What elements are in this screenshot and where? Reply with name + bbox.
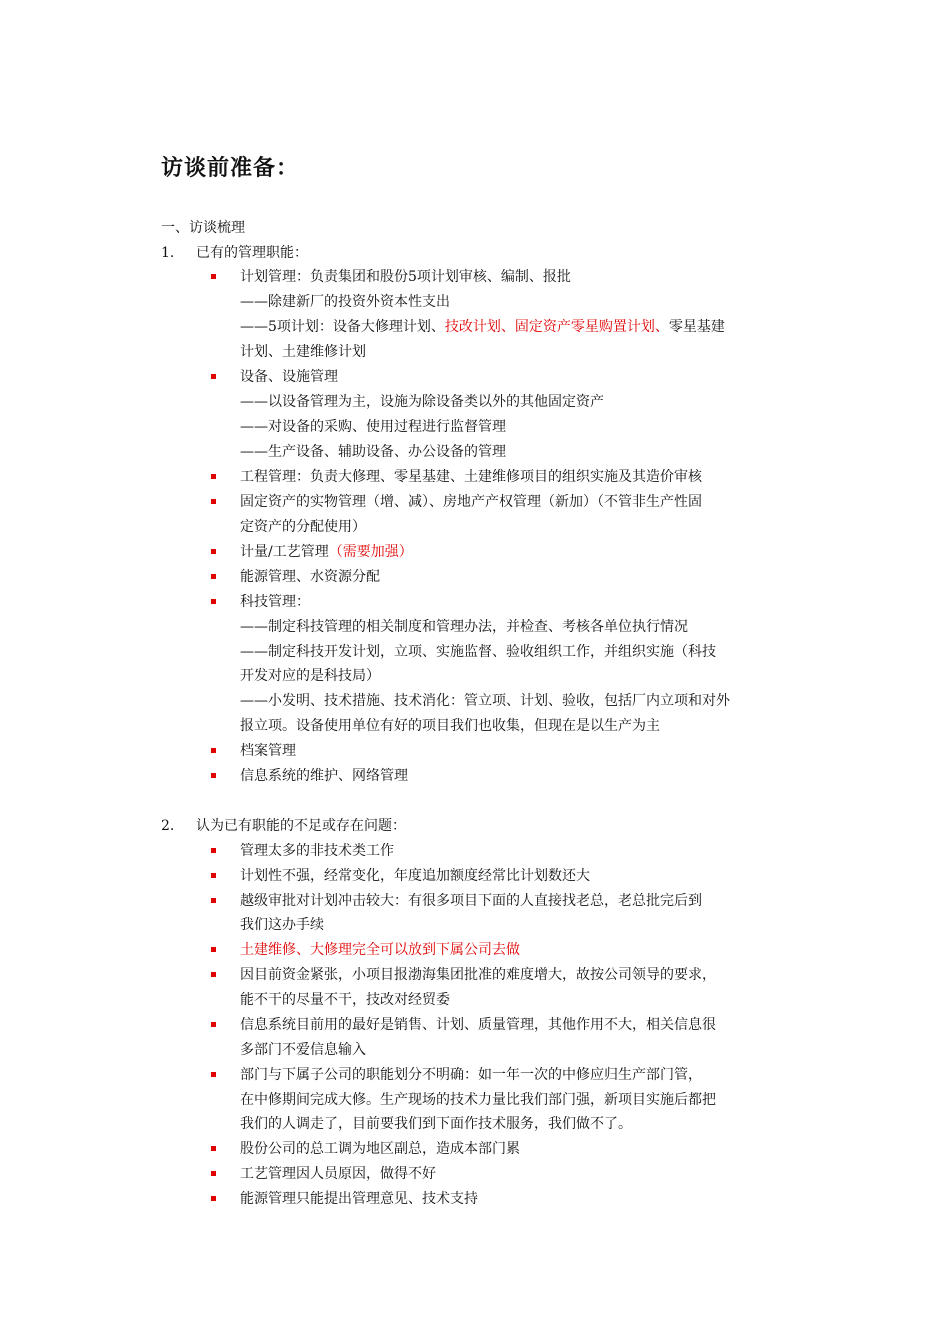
highlight-text: 技改计划、固定资产零星购置计划、	[444, 319, 669, 335]
list-item: 部门与下属子公司的职能划分不明确：如一年一次的中修应归生产部门管，	[240, 1067, 702, 1083]
bullet-icon	[211, 499, 216, 504]
list-item: 信息系统的维护、网络管理	[240, 768, 408, 784]
list-subitem-cont: 开发对应的是科技局）	[240, 668, 380, 684]
list-item-cont: 多部门不爱信息输入	[240, 1042, 366, 1058]
bullet-icon	[211, 1196, 216, 1201]
bullet-icon	[211, 773, 216, 778]
list-item: 工程管理：负责大修理、零星基建、土建维修项目的组织实施及其造价审核	[240, 469, 702, 485]
list-heading-1: 已有的管理职能：	[196, 245, 308, 261]
text-segment: 零星基建	[668, 319, 725, 335]
list-item: 计划管理：负责集团和股份5项计划审核、编制、报批	[240, 269, 571, 285]
list-subitem	[240, 317, 725, 337]
list-item-cont: 定资产的分配使用）	[240, 519, 366, 535]
list-item-cont: 能不干的尽量不干，技改对经贸委	[240, 992, 450, 1008]
highlight-text: （需要加强）	[328, 544, 413, 560]
list-subitem: ——对设备的采购、使用过程进行监督管理	[240, 419, 506, 435]
bullet-icon	[211, 1171, 216, 1176]
bullet-icon	[211, 1072, 216, 1077]
list-subitem-cont: 报立项。设备使用单位有好的项目我们也收集，但现在是以生产为主	[240, 718, 660, 734]
bullet-icon	[211, 898, 216, 903]
list-subitem: ——生产设备、辅助设备、办公设备的管理	[240, 444, 506, 460]
list-item: 越级审批对计划冲击较大：有很多项目下面的人直接找老总，老总批完后到	[240, 893, 702, 909]
list-item: 计划性不强，经常变化，年度追加额度经常比计划数还大	[240, 868, 590, 884]
list-item-cont: 我们的人调走了，目前要我们到下面作技术服务，我们做不了。	[240, 1116, 632, 1132]
list-item-cont: 在中修期间完成大修。生产现场的技术力量比我们部门强，新项目实施后都把	[240, 1092, 716, 1108]
bullet-icon	[211, 848, 216, 853]
bullet-icon	[211, 873, 216, 878]
list-subitem: ——以设备管理为主，设施为除设备类以外的其他固定资产	[240, 394, 604, 410]
list-subitem-cont: 计划、土建维修计划	[240, 344, 366, 360]
list-item: 能源管理、水资源分配	[240, 569, 380, 585]
section-heading: 一、访谈梳理	[161, 220, 245, 236]
bullet-icon	[211, 947, 216, 952]
bullet-icon	[211, 972, 216, 977]
list-item: 工艺管理因人员原因，做得不好	[240, 1166, 436, 1182]
page-title: 访谈前准备：	[161, 156, 300, 181]
bullet-icon	[211, 748, 216, 753]
list-item: 能源管理只能提出管理意见、技术支持	[240, 1191, 478, 1207]
list-subitem: ——小发明、技术措施、技术消化：管立项、计划、验收，包括厂内立项和对外	[240, 693, 730, 709]
bullet-icon	[211, 274, 216, 279]
text-segment: ——5项计划：设备大修理计划、	[240, 319, 445, 335]
list-item: 固定资产的实物管理（增、减）、房地产产权管理（新加）（不管非生产性固	[240, 494, 702, 510]
list-item: 档案管理	[240, 743, 296, 759]
list-item-highlight: 土建维修、大修理完全可以放到下属公司去做	[240, 942, 520, 958]
list-item: 股份公司的总工调为地区副总，造成本部门累	[240, 1141, 520, 1157]
list-item	[240, 542, 413, 562]
list-number-2: 2.	[161, 818, 175, 834]
bullet-icon	[211, 1146, 216, 1151]
list-item: 科技管理：	[240, 594, 310, 610]
list-item: 管理太多的非技术类工作	[240, 843, 394, 859]
list-item-cont: 我们这办手续	[240, 917, 324, 933]
bullet-icon	[211, 549, 216, 554]
bullet-icon	[211, 474, 216, 479]
list-item: 设备、设施管理	[240, 369, 338, 385]
list-heading-2: 认为已有职能的不足或存在问题：	[196, 818, 406, 834]
list-item: 因目前资金紧张，小项目报渤海集团批准的难度增大，故按公司领导的要求，	[240, 967, 716, 983]
list-subitem: ——除建新厂的投资外资本性支出	[240, 294, 450, 310]
bullet-icon	[211, 374, 216, 379]
bullet-icon	[211, 599, 216, 604]
text-segment: 计量/工艺管理	[240, 544, 329, 560]
list-subitem: ——制定科技管理的相关制度和管理办法，并检查、考核各单位执行情况	[240, 619, 688, 635]
list-subitem: ——制定科技开发计划，立项、实施监督、验收组织工作，并组织实施（科技	[240, 644, 716, 660]
bullet-icon	[211, 1022, 216, 1027]
bullet-icon	[211, 574, 216, 579]
list-number-1: 1.	[161, 245, 175, 261]
list-item: 信息系统目前用的最好是销售、计划、质量管理，其他作用不大，相关信息很	[240, 1017, 716, 1033]
